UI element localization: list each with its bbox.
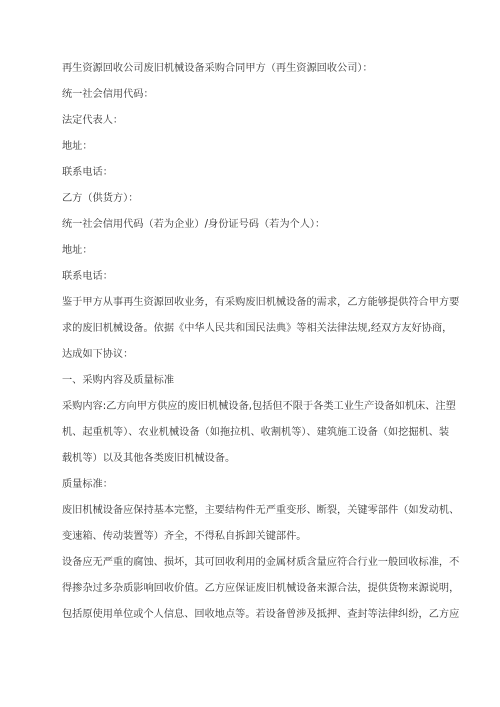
quality-para-2-line-2: 得掺杂过多杂质影响回收价值。乙方应保证废旧机械设备来源合法，提供货物来源说明， [62,583,460,594]
quality-para-2-line-3: 包括原使用单位或个人信息、回收地点等。若设备曾涉及抵押、查封等法律纠纷，乙方应 [62,609,460,620]
purchase-content-line-1: 采购内容:乙方向甲方供应的废旧机械设备,包括但不限于各类工业生产设备如机床、注塑 [62,401,456,412]
party-b-id-label: 统一社会信用代码（若为企业）/身份证号码（若为个人）： [62,219,326,230]
party-b-address-label: 地址： [62,245,93,256]
party-b-heading: 乙方（供货方）： [62,193,139,204]
preamble-line-2: 求的废旧机械设备。依据《中华人民共和国民法典》等相关法律法规,经双方友好协商， [62,323,453,334]
section-1-heading: 一、采购内容及质量标准 [62,375,175,386]
party-a-address-label: 地址： [62,141,93,152]
document-page [62,62,460,621]
preamble-line-1: 鉴于甲方从事再生资源回收业务，有采购废旧机械设备的需求，乙方能够提供符合甲方要 [62,297,460,308]
contract-title-party-a: 再生资源回收公司废旧机械设备采购合同甲方（再生资源回收公司）： [62,63,373,74]
party-b-phone-label: 联系电话： [62,271,113,282]
purchase-content-line-3: 载机等）以及其他各类废旧机械设备。 [62,453,236,464]
quality-para-1-line-1: 废旧机械设备应保持基本完整，主要结构件无严重变形、断裂，关键零部件（如发动机、 [62,505,460,516]
quality-para-2-line-1: 设备应无严重的腐蚀、损坏，其可回收利用的金属材质含量应符合行业一般回收标准，不 [62,557,460,568]
party-a-credit-code-label: 统一社会信用代码： [62,89,154,100]
party-a-legal-rep-label: 法定代表人： [62,115,124,126]
quality-para-1-line-2: 变速箱、传动装置等）齐全，不得私自拆卸关键部件。 [62,531,307,542]
preamble-line-3: 达成如下协议： [62,349,134,360]
quality-standard-heading: 质量标准： [62,479,113,490]
purchase-content-line-2: 机、起重机等）、农业机械设备（如拖拉机、收割机等）、建筑施工设备（如挖掘机、装 [62,427,450,438]
party-a-phone-label: 联系电话： [62,167,113,178]
